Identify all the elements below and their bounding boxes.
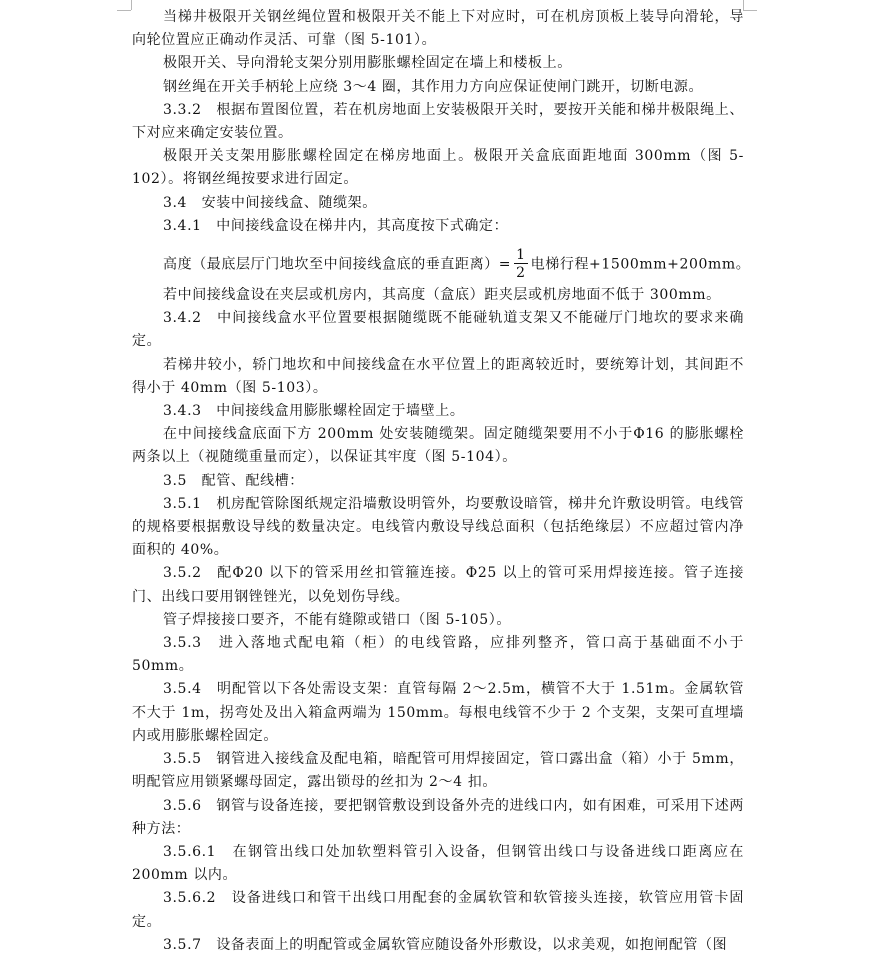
crop-mark-top-right [743,10,757,11]
formula-lead: 高度（最底层厅门地坎至中间接线盒底的垂直距离）= [163,256,512,273]
fraction-numerator: 1 [516,247,526,264]
paragraph: 3.5.5 钢管进入接线盒及配电箱，暗配管可用焊接固定，管口露出盒（箱）小于 5mm，明配管应用锁紧螺母固定，露出锁母的丝扣为 2～4 扣。 [132,751,744,791]
paragraph: 3.3.2 根据布置图位置，若在机房地面上安装极限开关时，要按开关能和梯井极限绳上、下对应来确定安装位置。 [132,101,744,142]
paragraph: 3.5.7 设备表面上的明配管或金属软管应随设备外形敷设，以求美观，如抱闸配管（图 [163,936,728,953]
paragraph: 3.5.6 钢管与设备连接，要把钢管敷设到设备外壳的进线口内，如有困难，可采用下述两种方法： [132,797,744,837]
height-formula [132,238,751,284]
paragraph: 3.4.2 中间接线盒水平位置要根据随缆既不能碰轨道支架又不能碰厅门地坎的要求来确定。 [132,310,744,350]
fraction-denominator: 2 [516,265,526,282]
paragraph: 管子焊接接口要齐，不能有缝隙或错口（图 5-105）。 [163,611,512,628]
paragraph: 3.5.1 机房配管除图纸规定沿墙敷设明管外，均要敷设暗管，梯井允许敷设明管。电线管的规格要根据敷设导线的数量决定。电线管内敷设导线总面积（包括绝缘层）不应超过管内净面积的 40%。 [132,495,744,559]
paragraph: 极限开关支架用膨胀螺栓固定在梯房地面上。极限开关盒底面距地面 300mm（图 5-102）。将钢丝绳按要求进行固定。 [132,148,744,188]
fraction [514,247,528,282]
crop-mark-top-left [117,10,131,11]
paragraph: 3.5.6.1 在钢管出线口处加软塑料管引入设备，但钢管出线口与设备进线口距离应在 200mm 以内。 [132,843,744,884]
paragraph: 3.4.3 中间接线盒用膨胀螺栓固定于墙壁上。 [163,403,465,420]
paragraph: 3.5.6.2 设备进线口和管干出线口用配套的金属软管和软管接头连接，软管应用管卡固定。 [132,890,744,930]
paragraph: 3.5.2 配Φ20 以下的管采用丝扣管箍连接。Φ25 以上的管可采用焊接连接。管子连接门、出线口要用钢锉锉光，以免划伤导线。 [132,565,744,605]
formula-tail: 电梯行程+1500mm+200mm。 [530,256,751,273]
paragraph: 3.4.1 中间接线盒设在梯井内，其高度按下式确定： [163,217,509,234]
section-heading: 3.4 安装中间接线盒、随缆架。 [163,194,377,211]
paragraph: 当梯井极限开关钢丝绳位置和极限开关不能上下对应时，可在机房顶板上装导向滑轮，导向轮位置应正确动作灵活、可靠（图 5-101）。 [132,9,744,49]
section-heading: 3.5 配管、配线槽： [163,472,304,489]
paragraph: 若梯井较小，轿门地坎和中间接线盒在水平位置上的距离较近时，要统筹计划，其间距不得小于 40mm（图 5-103）。 [132,356,744,396]
paragraph: 若中间接线盒设在夹层或机房内，其高度（盒底）距夹层或机房地面不低于 300mm。 [163,287,721,304]
paragraph: 钢丝绳在开关手柄轮上应绕 3～4 圈，其作用力方向应保证使闸门跳开，切断电源。 [163,78,704,95]
paragraph: 在中间接线盒底面下方 200mm 处安装随缆架。固定随缆架要用不小于Φ16 的膨胀螺栓两条以上（视随缆重量而定），以保证其牢度（图 5-104）。 [132,426,744,466]
body-text [132,6,751,957]
paragraph: 3.5.4 明配管以下各处需设支架：直管每隔 2～2.5m，横管不大于 1.51m。金属软管不大于 1m，拐弯处及出入箱盒两端为 150mm。每根电线管不少于 2 个支架，支架可直埋墙内或用膨胀螺栓固定。 [132,681,744,744]
paragraph: 极限开关、导向滑轮支架分别用膨胀螺栓固定在墙上和楼板上。 [163,55,572,72]
paragraph: 3.5.3 进入落地式配电箱（柜）的电线管路，应排列整齐，管口高于基础面不小于 50mm。 [132,635,744,675]
